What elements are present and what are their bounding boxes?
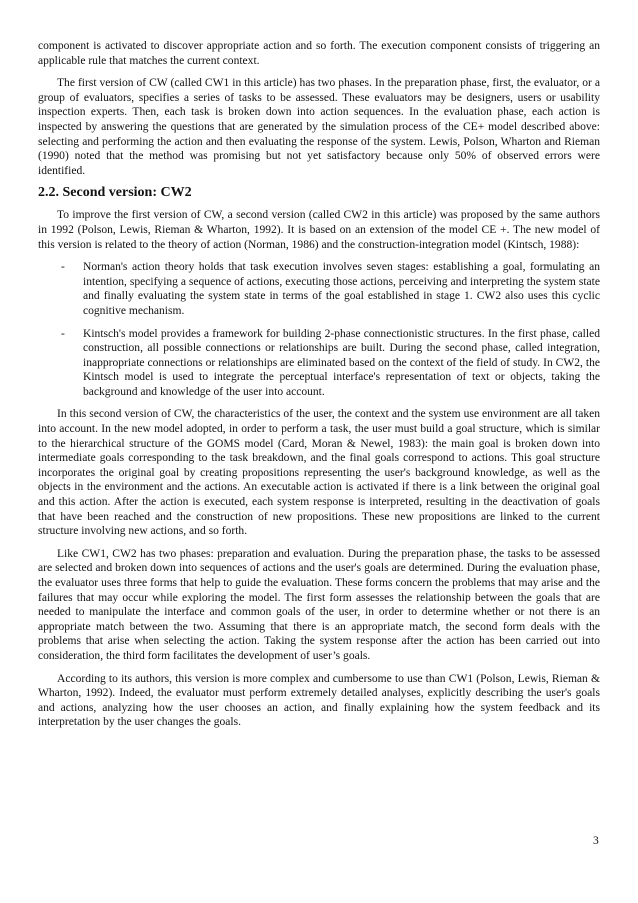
bullet-item-norman <box>61 260 600 318</box>
paragraph-cw2-complexity: According to its authors, this version is more complex and cumbersome to use than CW1 (Polson, Lewis, Rieman & Wharton, 1992). Indeed, the evaluator must perform extremely detailed analyses, explicitly describing the user's goals and actions, analyzing how the user chooses an action, and finally explaining how the system feedback and its interpretation by the user changes the goals. <box>38 672 600 729</box>
paragraph-cw2-intro: To improve the first version of CW, a second version (called CW2 in this article) was proposed by the same authors in 1992 (Polson, Lewis, Rieman & Wharton, 1992). It is based on an extension of the model CE +. The new model of this version is related to the theory of action (Norman, 1986) and the construction-integration model (Kintsch, 1988): <box>38 209 600 251</box>
bullet-text-norman: Norman's action theory holds that task execution involves seven stages: establishing a goal, formulating an intention, specifying a sequence of actions, executing those actions, perceiving and interpreting the system state and finally evaluating the system state in terms of the goal established in stage 1. CW2 also uses this cyclic cognitive mechanism. <box>83 261 600 317</box>
paragraph-cw1: The first version of CW (called CW1 in this article) has two phases. In the preparation phase, first, the evaluator, or a group of evaluators, specifies a series of tasks to be assessed. These evaluators may be designers, users or usability inspection experts. Then, each task is broken down into action sequences. In the evaluation phase, each action is inspected by answering the questions that are generated by the simulation process of the CE+ model described above: selecting and performing the action and then evaluating the response of the system. Lewis, Polson, Wharton and Rieman (1990) noted that the method was promising but not yet satisfactory because only 50% of observed errors were identified. <box>38 77 600 177</box>
page-number: 3 <box>593 835 599 847</box>
section-heading: 2.2. Second version: CW2 <box>38 185 192 201</box>
paragraph-cw2-model: In this second version of CW, the characteristics of the user, the context and the system use environment are all taken into account. In the new model adopted, in order to perform a task, the user must build a goal structure, which is similar to the hierarchical structure of the GOMS model (Card, Moran & Newel, 1983): the main goal is broken down into intermediate goals corresponding to the task breakdown, and the final goals correspond to actions. This goal structure incorporates the original goal by creating propositions representing the user's background knowledge, as well as the objects in the environment and the actions. An executable action is activated if there is a link between the original goal and this action. After the action is executed, each system response is interpreted, resulting in the deactivation of goals that have been reached and the construction of new propositions. These new propositions are linked to the current structure involving new actions, and so forth. <box>38 408 600 538</box>
paragraph-continuation: component is activated to discover appropriate action and so forth. The execution component consists of triggering an applicable rule that matches the current context. <box>38 40 600 67</box>
bullet-item-kintsch <box>61 327 600 400</box>
paragraph-cw2-phases: Like CW1, CW2 has two phases: preparation and evaluation. During the preparation phase, the tasks to be assessed are selected and broken down into sequences of actions and the user's goals are determined. During the evaluation phase, the evaluator uses three forms that help to guide the evaluation. These forms concern the problems that may arise and the failures that may occur while exploring the model. The first form assesses the relationship between the goals that are needed to manipulate the interface and common goals of the user, in order to determine whether or not there is an appropriate match between the two. Assuming that there is an appropriate match, the second form deals with the problems that arise when selecting the action. Taking the system response after the action has been carried out into consideration, the third form facilitates the development of user’s goals. <box>38 547 600 662</box>
bullet-marker: - <box>61 327 65 340</box>
bullet-marker: - <box>61 261 65 274</box>
page-body <box>38 39 600 730</box>
bullet-text-kintsch: Kintsch's model provides a framework for building 2-phase connectionistic structures. In the first phase, called construction, all possible connections or relationships are built. During the second phase, called integration, inappropriate connections or relationships are eliminated based on the context of the field of study. In CW2, the Kintsch model is used to integrate the perceptual interface's representation of text or objects, taking the background and knowledge of the user into account. <box>83 327 600 398</box>
